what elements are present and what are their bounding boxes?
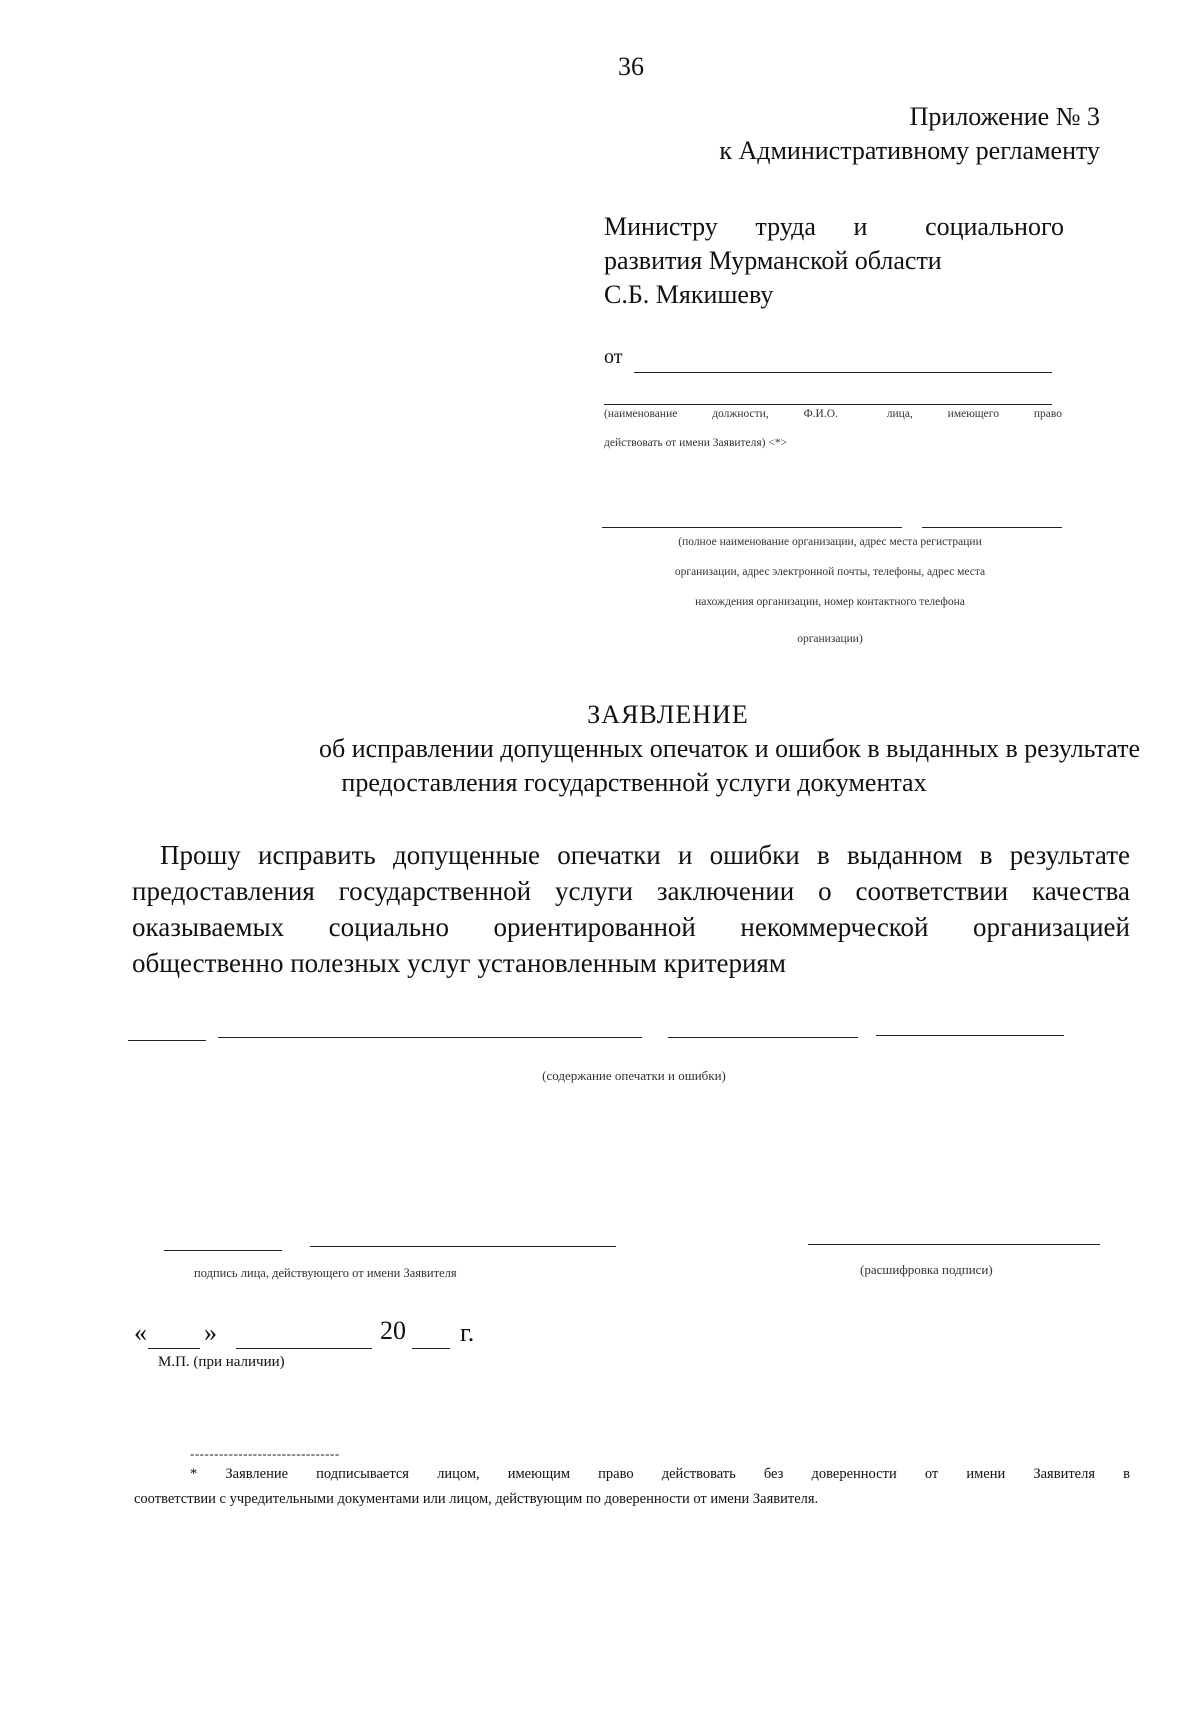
caption-representative-line-1	[604, 408, 1062, 420]
document-subtitle-line-1: об исправлении допущенных опечаток и ошибок в выданных в результате	[318, 734, 1140, 763]
appendix-label: Приложение № 3	[909, 102, 1100, 131]
addressee-word: и	[853, 212, 868, 241]
decoding-fill-line	[808, 1244, 1100, 1245]
date-year-suffix: г.	[460, 1318, 475, 1347]
representative-fill-line	[604, 404, 1052, 405]
caption-organization-line-1: (полное наименование организации, адрес места регистрации	[678, 536, 982, 548]
footnote-line-2: соответствии с учредительными документами или лицом, действующим по доверенности от имени Заявителя.	[134, 1491, 819, 1507]
error-fill-line-1	[128, 1040, 206, 1041]
from-label: от	[604, 346, 623, 368]
caption-word: имеющего	[947, 408, 999, 420]
caption-word: право	[1033, 408, 1062, 420]
addressee-word: Министру	[604, 212, 718, 241]
footnote-separator: -------------------------------	[190, 1446, 340, 1461]
caption-error: (содержание опечатки и ошибки)	[542, 1068, 726, 1083]
addressee-line-2: развития Мурманской области	[604, 246, 942, 275]
caption-word: Ф.И.О.	[803, 408, 838, 420]
caption-signature: подпись лица, действующего от имени Заявителя	[194, 1266, 457, 1280]
body-line-2: предоставления государственной услуги заключении о соответствии качества	[132, 876, 1130, 906]
from-fill-line	[634, 372, 1052, 373]
date-close-quote: »	[204, 1318, 217, 1347]
footnote-line-1: * Заявление подписывается лицом, имеющим право действовать без доверенности от имени Заявителя в	[190, 1466, 1130, 1482]
error-fill-line-3	[668, 1037, 858, 1038]
document-subtitle-line-2: предоставления государственной услуги документах	[341, 768, 927, 797]
signature-fill-line-2	[310, 1246, 616, 1247]
body-line-1: Прошу исправить допущенные опечатки и ошибки в выданном в результате	[160, 840, 1130, 870]
caption-organization-line-4: организации)	[797, 633, 863, 645]
caption-word: (наименование	[604, 408, 678, 420]
signature-fill-line-1	[164, 1250, 282, 1251]
document-title: ЗАЯВЛЕНИЕ	[587, 700, 749, 729]
appendix-regulation: к Административному регламенту	[719, 136, 1100, 165]
date-year-prefix: 20	[380, 1316, 406, 1345]
body-line-4: общественно полезных услуг установленным критериям	[132, 948, 786, 978]
page-number: 36	[618, 52, 644, 81]
caption-representative-line-2: действовать от имени Заявителя) <*>	[604, 437, 788, 449]
organization-fill-line	[602, 527, 902, 528]
caption-decoding: (расшифровка подписи)	[860, 1262, 993, 1277]
organization-fill-line-end	[922, 527, 1062, 528]
addressee-name: С.Б. Мякишеву	[604, 280, 774, 309]
date-day-fill-line	[148, 1348, 200, 1349]
caption-organization-line-2: организации, адрес электронной почты, телефоны, адрес места	[674, 566, 986, 578]
stamp-label: М.П. (при наличии)	[158, 1354, 285, 1370]
caption-word: лица,	[886, 408, 913, 420]
addressee-word: труда	[755, 212, 816, 241]
caption-word: должности,	[712, 408, 769, 420]
date-year-fill-line	[412, 1348, 450, 1349]
error-fill-line-2	[218, 1037, 642, 1038]
body-line-3: оказываемых социально ориентированной некоммерческой организацией	[132, 912, 1130, 942]
error-fill-line-4	[876, 1035, 1064, 1036]
date-open-quote: «	[134, 1318, 147, 1347]
addressee-word: социального	[925, 212, 1064, 241]
date-month-fill-line	[236, 1348, 372, 1349]
addressee-line-1	[604, 212, 1064, 242]
caption-organization-line-3: нахождения организации, номер контактного телефона	[695, 596, 965, 608]
